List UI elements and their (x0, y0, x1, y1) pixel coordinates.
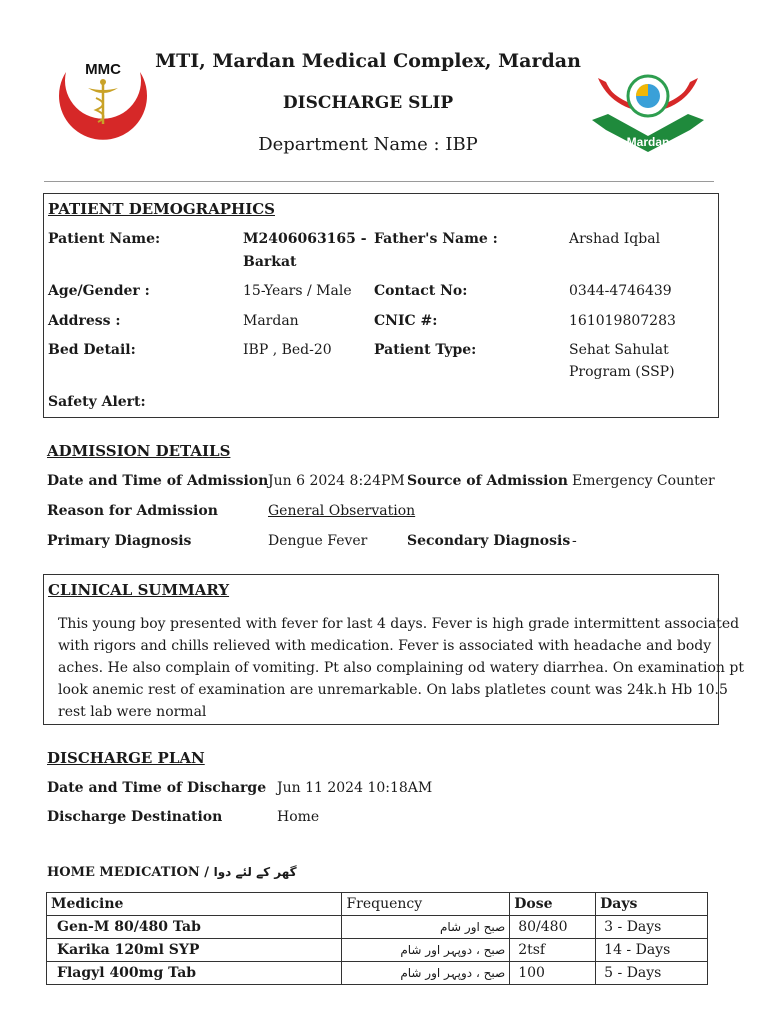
patient-name-line2: Barkat (243, 254, 297, 270)
patient-name-line1: M2406063165 - (243, 231, 367, 247)
admission-source-value: Emergency Counter (572, 473, 715, 489)
medicine-days: 14 - Days (596, 939, 708, 962)
medicine-name: Flagyl 400mg Tab (47, 962, 342, 985)
discharge-plan-title: DISCHARGE PLAN (47, 749, 205, 767)
medicine-name: Gen-M 80/480 Tab (47, 916, 342, 939)
institution-name: MTI, Mardan Medical Complex, Mardan (155, 50, 581, 72)
medicine-dose: 80/480 (510, 916, 596, 939)
medication-row (47, 916, 708, 939)
medication-row (47, 962, 708, 985)
discharge-destination-label: Discharge Destination (47, 809, 223, 825)
clinical-summary-line: with rigors and chills relieved with medication. Fever is associated with headache and body (58, 638, 712, 654)
medicine-dose: 2tsf (510, 939, 596, 962)
medicine-days: 3 - Days (596, 916, 708, 939)
cnic-value: 161019807283 (569, 313, 676, 329)
bed-detail-label: Bed Detail: (48, 342, 136, 358)
dose-header: Dose (510, 893, 596, 916)
mmc-logo-abbr: MMC (85, 61, 121, 78)
medicine-days: 5 - Days (596, 962, 708, 985)
header-divider (44, 181, 714, 182)
patient-demographics-box (43, 193, 719, 418)
medication-table (46, 892, 708, 985)
bed-detail-value: IBP , Bed-20 (243, 342, 332, 358)
discharge-date-label: Date and Time of Discharge (47, 780, 267, 796)
admission-date-label: Date and Time of Admission (47, 473, 269, 489)
home-medication-title (47, 865, 297, 880)
department-name: Department Name : IBP (258, 134, 478, 155)
medication-table-header-row (47, 893, 708, 916)
clinical-summary-text (58, 613, 744, 723)
age-gender-label: Age/Gender : (48, 283, 150, 299)
primary-diagnosis-value: Dengue Fever (268, 533, 368, 549)
admission-date-value: Jun 6 2024 8:24PM (268, 473, 405, 489)
admission-details-title: ADMISSION DETAILS (47, 442, 231, 460)
address-label: Address : (48, 313, 121, 329)
admission-reason-label: Reason for Admission (47, 503, 218, 519)
father-name-label: Father's Name : (374, 231, 498, 247)
medication-row (47, 939, 708, 962)
primary-diagnosis-label: Primary Diagnosis (47, 533, 192, 549)
frequency-header: Frequency (342, 893, 510, 916)
mti-logo (586, 56, 710, 162)
home-medication-title-ur: گھر کے لئے دوا (213, 865, 297, 879)
discharge-date-value: Jun 11 2024 10:18AM (277, 780, 433, 796)
patient-name-label: Patient Name: (48, 231, 161, 247)
patient-demographics-title: PATIENT DEMOGRAPHICS (48, 200, 275, 218)
secondary-diagnosis-value: - (572, 533, 577, 549)
medicine-frequency: صبح ، دوپہر اور شام (342, 962, 510, 985)
clinical-summary-line: look anemic rest of examination are unremarkable. On labs platletes count was 24k.h Hb 10.5 (58, 682, 728, 698)
home-medication-title-en: HOME MEDICATION / (47, 865, 210, 880)
medicine-frequency: صبح اور شام (342, 916, 510, 939)
medicine-dose: 100 (510, 962, 596, 985)
patient-type-line1: Sehat Sahulat (569, 342, 669, 358)
safety-alert-label: Safety Alert: (48, 394, 146, 410)
contact-label: Contact No: (374, 283, 468, 299)
admission-source-label: Source of Admission (407, 473, 568, 489)
clinical-summary-line: This young boy presented with fever for last 4 days. Fever is high grade intermittent associated (58, 616, 740, 632)
clinical-summary-title: CLINICAL SUMMARY (48, 581, 230, 599)
mti-logo-banner: Mardan (626, 135, 670, 149)
cnic-label: CNIC #: (374, 313, 438, 329)
clinical-summary-line: rest lab were normal (58, 704, 207, 720)
secondary-diagnosis-label: Secondary Diagnosis (407, 533, 571, 549)
clinical-summary-line: aches. He also complain of vomiting. Pt also complaining od watery diarrhea. On examination pt (58, 660, 744, 676)
medicine-name: Karika 120ml SYP (47, 939, 342, 962)
age-gender-value: 15-Years / Male (243, 283, 352, 299)
document-title: DISCHARGE SLIP (282, 93, 454, 113)
medicine-header: Medicine (47, 893, 342, 916)
contact-value: 0344-4746439 (569, 283, 672, 299)
father-name-value: Arshad Iqbal (569, 231, 661, 247)
address-value: Mardan (243, 313, 299, 329)
discharge-destination-value: Home (277, 809, 320, 825)
patient-type-line2: Program (SSP) (569, 364, 675, 380)
days-header: Days (596, 893, 708, 916)
medicine-frequency: صبح ، دوپہر اور شام (342, 939, 510, 962)
patient-type-label: Patient Type: (374, 342, 477, 358)
admission-reason-value: General Observation (268, 503, 416, 519)
